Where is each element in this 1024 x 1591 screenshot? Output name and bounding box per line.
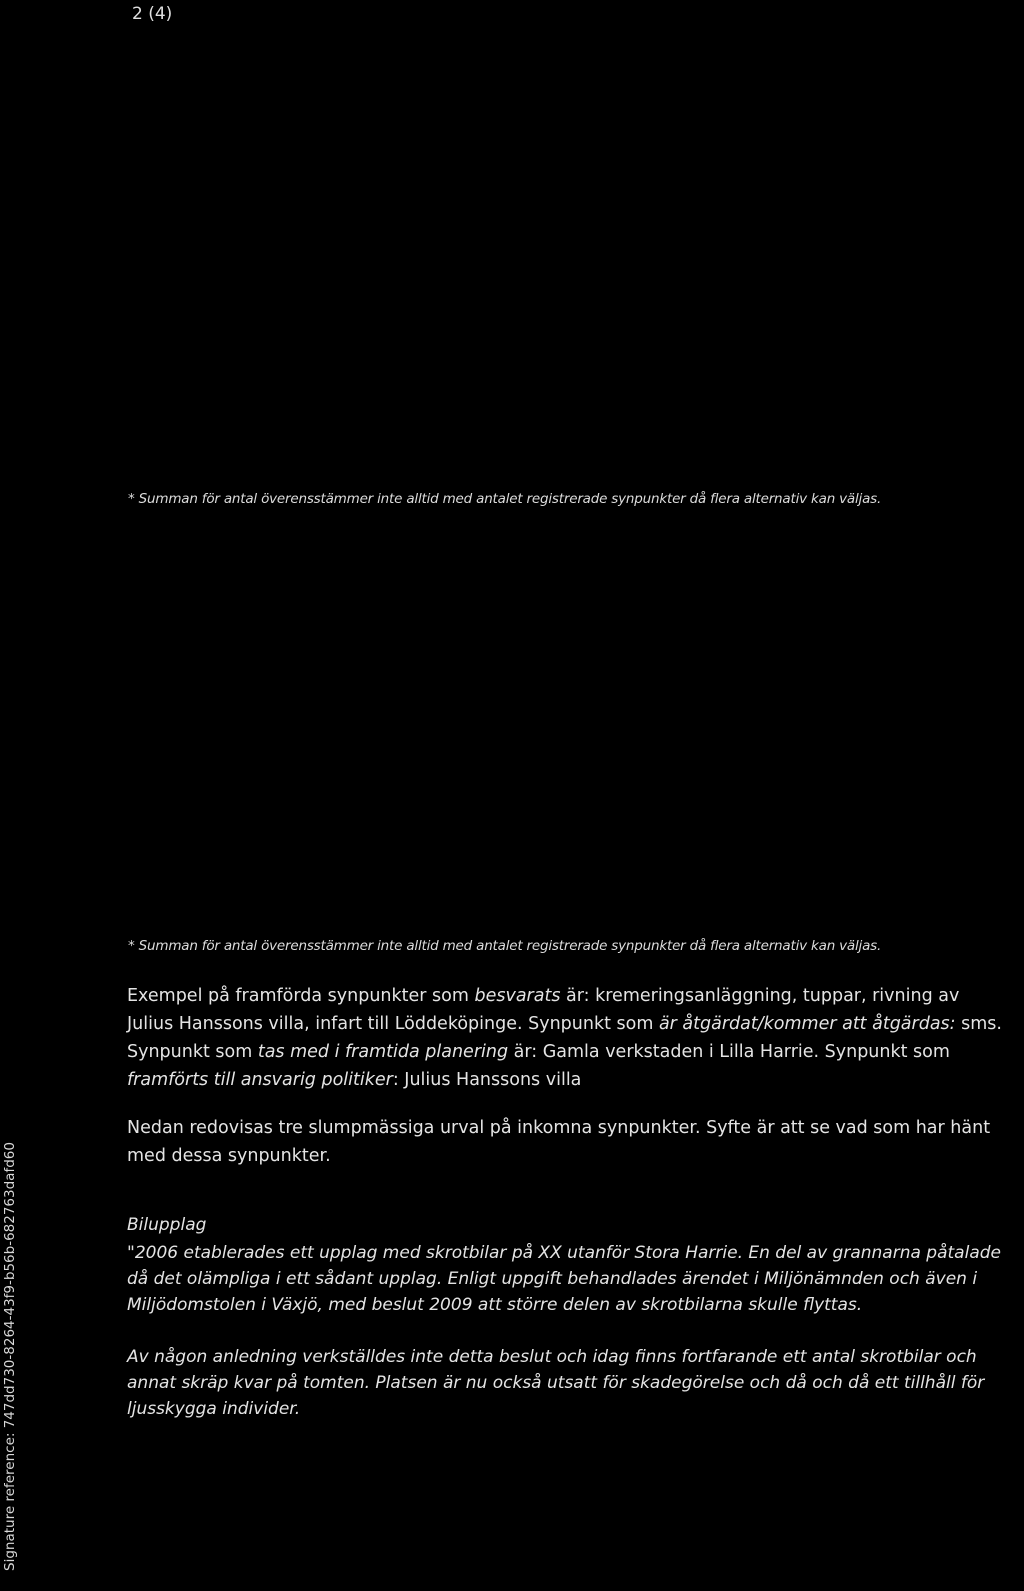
examples-text-1: Exempel på framförda synpunkter som: [127, 986, 475, 1006]
case-paragraph-1: "2006 etablerades ett upplag med skrotbilar på XX utanför Stora Harrie. En del av grannarna påtalade då det olämpliga i ett sådant upplag. Enligt uppgift behandlades ärendet i Miljönämnden och även i Miljödomstolen i Växjö, med beslut 2009 att större delen av skrotbilarna skulle flyttas.: [127, 1243, 1001, 1315]
case-paragraph-2: Av någon anledning verkställdes inte detta beslut och idag finns fortfarande ett antal skrotbilar och annat skräp kvar på tomten. Platsen är nu också utsatt för skadegörelse och då och då ett tillhåll för ljusskygga individer.: [127, 1347, 985, 1419]
examples-text-2: är: kremeringsanläggning, tuppar, rivning av Julius Hanssons villa, infart till Löddeköpinge. Synpunkt som: [127, 986, 960, 1034]
examples-emphasis-atgardat: är åtgärdat/kommer att åtgärdas:: [658, 1014, 956, 1034]
examples-emphasis-politiker: framförts till ansvarig politiker: [127, 1070, 393, 1090]
examples-emphasis-planering: tas med i framtida planering: [257, 1042, 509, 1062]
footnote-1: * Summan för antal överensstämmer inte alltid med antalet registrerade synpunkter då flera alternativ kan väljas.: [128, 491, 882, 507]
examples-text-5: : Julius Hanssons villa: [392, 1070, 582, 1090]
page-number: 2 (4): [132, 4, 173, 24]
examples-emphasis-besvarats: besvarats: [474, 986, 561, 1006]
examples-paragraph: [127, 982, 1007, 1094]
examples-text-3: sms. Synpunkt som: [127, 1014, 1002, 1062]
footnote-2: * Summan för antal överensstämmer inte alltid med antalet registrerade synpunkter då flera alternativ kan väljas.: [128, 938, 882, 954]
signature-reference: Signature reference: 747dd730-8264-43f9-b56b-682763dafd60: [2, 1142, 18, 1571]
intro-paragraph: Nedan redovisas tre slumpmässiga urval på inkomna synpunkter. Syfte är att se vad som har hänt med dessa synpunkter.: [127, 1118, 991, 1166]
examples-text-4: är: Gamla verkstaden i Lilla Harrie. Synpunkt som: [508, 1042, 950, 1062]
case-title: Bilupplag: [127, 1215, 207, 1235]
